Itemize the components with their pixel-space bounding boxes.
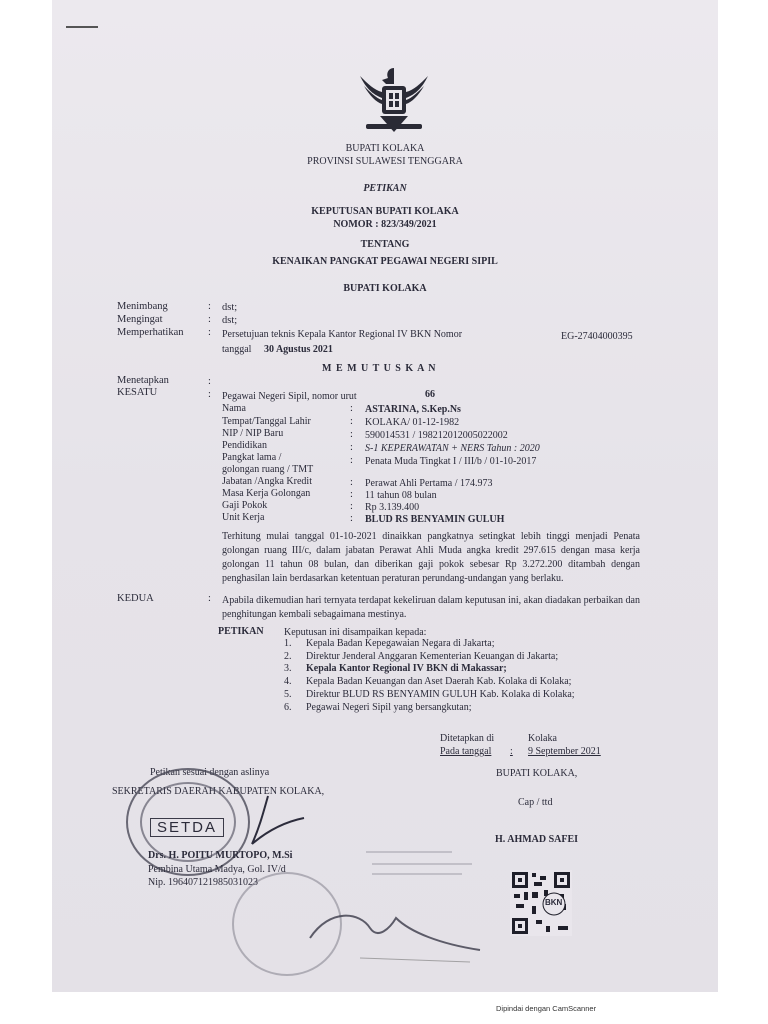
colon: : <box>350 477 353 488</box>
kedua-label: KEDUA <box>117 593 154 604</box>
colon: : <box>208 593 211 604</box>
list-item: Kepala Badan Keuangan dan Aset Daerah Kab. Kolaka di Kolaka; <box>306 676 572 687</box>
tanggal-label: Pada tanggal <box>440 746 492 757</box>
kedua-paragraph: Apabila dikemudian hari ternyata terdapat kekeliruan dalam keputusan ini, akan diadakan perbaikan dan penghitungan kembali sebagaimana mestinya. <box>222 595 640 620</box>
colon: : <box>208 389 211 400</box>
field-label: golongan ruang / TMT <box>222 464 314 475</box>
scanner-caption: Dipindai dengan CamScanner <box>496 1004 597 1013</box>
field-label: NIP / NIP Baru <box>222 428 284 439</box>
field-label: Gaji Pokok <box>222 500 268 511</box>
stamp-label: SETDA <box>150 818 224 837</box>
list-item: Direktur Jenderal Anggaran Kementerian Keuangan di Jakarta; <box>306 651 559 662</box>
kesatu-intro: Pegawai Negeri Sipil, nomor urut <box>222 391 357 402</box>
menimbang-label: Menimbang <box>117 301 168 312</box>
colon: : <box>350 416 353 427</box>
list-item: Direktur BLUD RS BENYAMIN GULUH Kab. Kolaka di Kolaka; <box>306 689 575 700</box>
regent-name: H. AHMAD SAFEI <box>495 834 579 845</box>
colon: : <box>350 501 353 512</box>
memutuskan-heading: M E M U T U S K A N <box>322 363 437 374</box>
list-number: 5. <box>284 689 292 700</box>
colon: : <box>350 455 353 466</box>
regent-title: BUPATI KOLAKA, <box>496 768 578 779</box>
colon: : <box>350 489 353 500</box>
tentang-heading: TENTANG <box>360 239 410 250</box>
memperhatikan-date-prefix: tanggal <box>222 344 252 355</box>
field-label: Pangkat lama / <box>222 452 282 463</box>
colon: : <box>208 301 211 312</box>
field-label: Nama <box>222 403 246 414</box>
colon: : <box>350 442 353 453</box>
memperhatikan-label: Memperhatikan <box>117 327 184 338</box>
field-value-masa-kerja: 11 tahun 08 bulan <box>365 490 437 501</box>
cap-note: Cap / ttd <box>518 797 553 808</box>
field-value-unit-kerja: BLUD RS BENYAMIN GULUH <box>365 514 505 525</box>
garuda-emblem-icon <box>352 62 436 138</box>
handwritten-signature <box>238 792 308 850</box>
decree-number: NOMOR : 823/349/2021 <box>333 219 437 230</box>
colon: : <box>350 429 353 440</box>
field-value-jabatan: Perawat Ahli Pertama / 174.973 <box>365 478 493 489</box>
menimbang-value: dst; <box>222 302 238 313</box>
qr-code-icon <box>510 870 572 936</box>
tanggal-colon: : <box>510 746 513 757</box>
list-number: 3. <box>284 663 292 674</box>
nomor-urut: 66 <box>425 389 435 400</box>
decree-title: KEPUTUSAN BUPATI KOLAKA <box>311 206 459 217</box>
pen-mark <box>66 26 98 28</box>
colon: : <box>208 327 211 338</box>
field-value-pendidikan: S-1 KEPERAWATAN + NERS Tahun : 2020 <box>365 443 540 454</box>
field-label: Pendidikan <box>222 440 267 451</box>
list-item: Kepala Kantor Regional IV BKN di Makassar; <box>306 663 507 674</box>
list-number: 6. <box>284 702 292 713</box>
field-value-nama: ASTARINA, S.Kep.Ns <box>365 404 461 415</box>
list-number: 4. <box>284 676 292 687</box>
mengingat-label: Mengingat <box>117 314 163 325</box>
memperhatikan-value: Persetujuan teknis Kepala Kantor Regional IV BKN Nomor <box>222 329 463 340</box>
province-line: PROVINSI SULAWESI TENGGARA <box>307 156 463 167</box>
kesatu-paragraph: Terhitung mulai tanggal 01-10-2021 dinaikkan pangkatnya setingkat lebih tinggi menjadi Penata golongan ruang III/c, dalam jabatan Perawat Ahli Muda angka kredit 297.615 dengan masa kerja golongan 11 tahun 08 bulan, dan diberikan gaji pokok sebesar Rp 3.272.200 ditambah dengan penghasilan lain berdasarkan ketentuan peraturan perundang-undangan yang berlaku. <box>222 531 640 584</box>
mengingat-value: dst; <box>222 315 238 326</box>
secretary-office: SEKRETARIS DAERAH KABUPATEN KOLAKA, <box>112 786 325 797</box>
list-number: 2. <box>284 651 292 662</box>
field-label: Unit Kerja <box>222 512 265 523</box>
menetapkan-label: Menetapkan <box>117 375 169 386</box>
kesatu-label: KESATU <box>117 387 158 398</box>
memperhatikan-number: EG-27404000395 <box>561 331 633 342</box>
qr-label: BKN <box>545 898 563 907</box>
tanggal-value: 9 September 2021 <box>528 746 601 757</box>
authority-line: BUPATI KOLAKA <box>345 143 425 154</box>
ditetapkan-place: Kolaka <box>528 733 557 744</box>
colon: : <box>350 513 353 524</box>
faded-signature <box>300 898 490 968</box>
copy-note: Petikan sesuai dengan aslinya <box>150 767 270 778</box>
colon: : <box>350 403 353 414</box>
field-label: Masa Kerja Golongan <box>222 488 311 499</box>
secretary-name: Drs. H. POITU MURTOPO, M.Si <box>148 850 293 861</box>
field-value-ttl: KOLAKA/ 01-12-1982 <box>365 417 460 428</box>
secretary-nip: Nip. 196407121985031023 <box>148 877 258 888</box>
field-label: Jabatan /Angka Kredit <box>222 476 312 487</box>
colon: : <box>208 376 211 387</box>
field-value-pangkat-lama: Penata Muda Tingkat I / III/b / 01-10-2017 <box>365 456 537 467</box>
colon: : <box>208 314 211 325</box>
field-label: Tempat/Tanggal Lahir <box>222 416 311 427</box>
faded-text-block <box>362 844 482 884</box>
petikan-heading: PETIKAN <box>363 183 407 194</box>
issuer-heading: BUPATI KOLAKA <box>343 283 427 294</box>
secretary-rank: Pembina Utama Madya, Gol. IV/d <box>148 864 286 875</box>
list-item: Pegawai Negeri Sipil yang bersangkutan; <box>306 702 472 713</box>
field-value-gaji: Rp 3.139.400 <box>365 502 420 513</box>
decree-subject: KENAIKAN PANGKAT PEGAWAI NEGERI SIPIL <box>272 256 498 267</box>
petikan-label: PETIKAN <box>218 626 264 637</box>
list-item: Kepala Badan Kepegawaian Negara di Jakarta; <box>306 638 495 649</box>
ditetapkan-label: Ditetapkan di <box>440 733 495 744</box>
memperhatikan-date: 30 Agustus 2021 <box>264 344 333 355</box>
petikan-intro: Keputusan ini disampaikan kepada: <box>284 627 427 638</box>
list-number: 1. <box>284 638 292 649</box>
field-value-nip: 590014531 / 198212012005022002 <box>365 430 508 441</box>
